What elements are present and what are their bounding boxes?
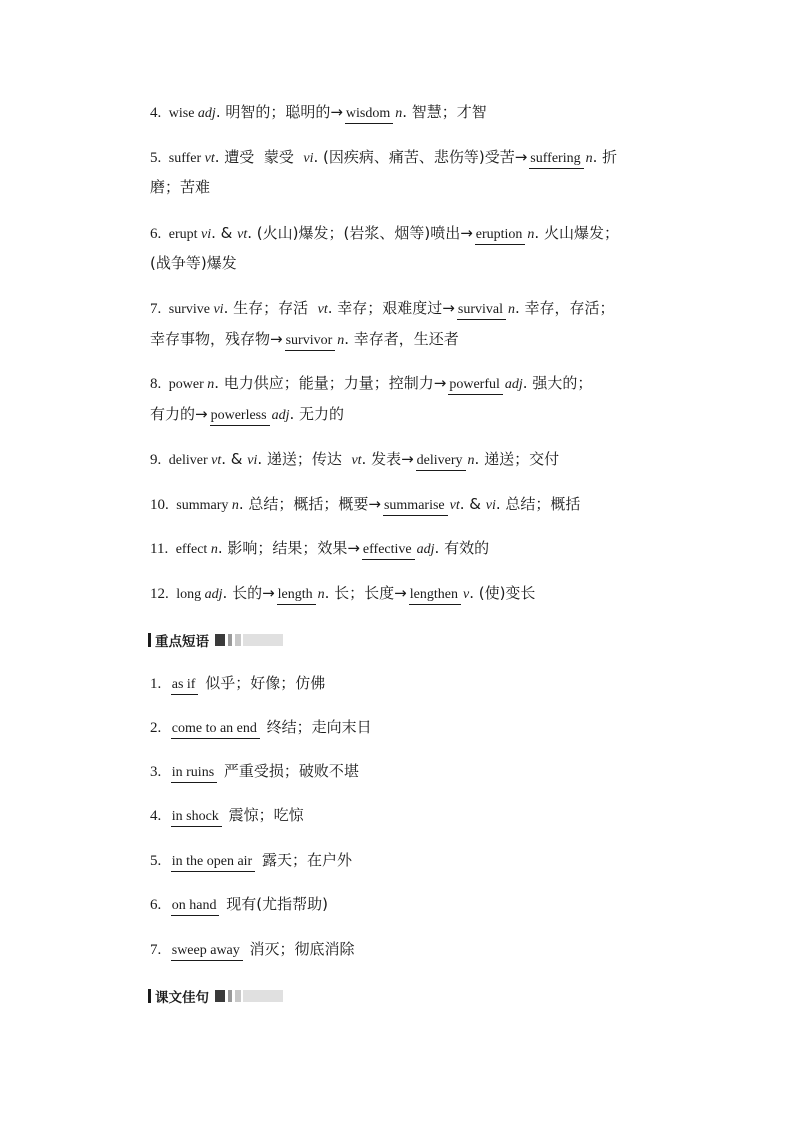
part-of-speech: vi	[485, 498, 496, 513]
heading-title: 课文佳句	[155, 990, 209, 1006]
item-text: long	[176, 587, 205, 602]
item-number: 5.	[150, 150, 169, 166]
part-of-speech: n	[231, 498, 239, 513]
part-of-speech: n	[585, 151, 593, 166]
item-number: 2.	[150, 720, 169, 736]
item-text: 终结；走向末日	[261, 718, 372, 736]
vocab-item-continued-line	[150, 399, 670, 431]
answer-blank: survival	[457, 302, 506, 320]
item-text: . 递送；交付	[474, 450, 560, 468]
part-of-speech: n	[317, 587, 325, 602]
vocab-item-line	[150, 578, 670, 610]
part-of-speech: n	[210, 542, 218, 557]
item-number: 12.	[150, 586, 177, 602]
item-text: . 强大的；	[522, 374, 593, 392]
item-text: 磨；苦难	[150, 178, 211, 196]
item-text: . 明智的；聪明的→	[215, 103, 343, 121]
phrase-item-line	[150, 800, 670, 831]
answer-blank: sweep away	[171, 943, 243, 961]
answer-blank: lengthen	[409, 587, 461, 605]
vocab-item-line	[150, 444, 670, 476]
section-heading-key-phrases	[148, 632, 283, 648]
item-text: . 长的→	[222, 584, 275, 602]
item-text: . 递送；传达	[257, 450, 352, 468]
vocab-item-continued-line	[150, 172, 670, 202]
item-text: 震惊；吃惊	[223, 806, 304, 824]
answer-blank: eruption	[475, 227, 526, 245]
item-number: 9.	[150, 452, 169, 468]
item-text: . 折	[592, 148, 618, 166]
part-of-speech: vt	[351, 453, 362, 468]
item-text: . &	[221, 450, 248, 468]
item-text: 有力的→	[150, 405, 208, 423]
part-of-speech: adj	[271, 408, 290, 423]
part-of-speech: vt	[211, 453, 222, 468]
answer-blank: powerless	[210, 408, 270, 426]
vocab-item-line	[150, 293, 670, 325]
vocab-item-line	[150, 489, 670, 521]
answer-blank: powerful	[448, 377, 503, 395]
phrase-item-line	[150, 756, 670, 787]
answer-blank: wisdom	[345, 106, 393, 124]
heading-stripe-decoration	[215, 990, 283, 1002]
part-of-speech: vi	[303, 151, 314, 166]
item-text: . 影响；结果；效果→	[217, 539, 360, 557]
part-of-speech: n	[207, 377, 215, 392]
part-of-speech: adj	[416, 542, 435, 557]
answer-blank: effective	[362, 542, 415, 560]
part-of-speech: n	[467, 453, 475, 468]
vocab-item-continued-line	[150, 324, 670, 356]
item-text: wise	[168, 106, 198, 121]
item-text: power	[168, 377, 208, 392]
item-text: . 有效的	[434, 539, 490, 557]
item-text: . (因疾病、痛苦、悲伤等)受苦→	[313, 148, 528, 166]
item-number: 10.	[150, 497, 177, 513]
part-of-speech: n	[337, 333, 345, 348]
item-number: 8.	[150, 376, 169, 392]
answer-blank: suffering	[529, 151, 583, 169]
item-text: . 电力供应；能量；力量；控制力→	[214, 374, 447, 392]
item-number: 4.	[150, 105, 169, 121]
part-of-speech: n	[527, 227, 535, 242]
part-of-speech: n	[395, 106, 403, 121]
part-of-speech: adj	[204, 587, 223, 602]
answer-blank: delivery	[416, 453, 466, 471]
answer-blank: length	[277, 587, 316, 605]
item-text: 现有(尤指帮助)	[221, 895, 328, 913]
part-of-speech: vi	[213, 302, 224, 317]
part-of-speech: adj	[197, 106, 216, 121]
phrase-item-line	[150, 712, 670, 743]
item-number: 4.	[150, 808, 169, 824]
answer-blank: in shock	[171, 809, 222, 827]
phrase-item-line	[150, 668, 670, 699]
item-text: . 生存；存活	[223, 299, 318, 317]
phrase-item-line	[150, 934, 670, 965]
item-text: survive	[168, 302, 214, 317]
part-of-speech: v	[462, 587, 470, 602]
item-text: . 遭受 蒙受	[214, 148, 304, 166]
item-text: . 发表→	[361, 450, 414, 468]
part-of-speech: adj	[504, 377, 523, 392]
item-text: . 火山爆发；	[534, 224, 619, 242]
item-text: 露天；在户外	[257, 851, 353, 869]
item-text: . (火山)爆发；(岩浆、烟等)喷出→	[247, 224, 473, 242]
item-text: . &	[211, 224, 238, 242]
item-number: 11.	[150, 541, 176, 557]
item-text: . 无力的	[289, 405, 345, 423]
vocab-item-line	[150, 533, 670, 565]
item-text: deliver	[168, 453, 212, 468]
heading-bar-icon	[148, 989, 151, 1003]
item-text: effect	[175, 542, 211, 557]
part-of-speech: n	[507, 302, 515, 317]
item-number: 6.	[150, 226, 169, 242]
vocab-item-line	[150, 142, 670, 174]
item-text: 严重受损；破败不堪	[219, 762, 359, 780]
answer-blank: survivor	[285, 333, 336, 351]
vocab-item-line	[150, 368, 670, 400]
item-number: 3.	[150, 764, 169, 780]
item-text: . 智慧；才智	[402, 103, 487, 121]
part-of-speech: vi	[201, 227, 212, 242]
item-text: erupt	[168, 227, 202, 242]
vocab-item-continued-line	[150, 248, 670, 278]
answer-blank: on hand	[171, 898, 220, 916]
item-text: . 幸存；艰难度过→	[327, 299, 455, 317]
item-text: 消灭；彻底消除	[244, 940, 355, 958]
vocab-item-line	[150, 218, 670, 250]
item-text: . 幸存，存活；	[514, 299, 615, 317]
part-of-speech: vt	[237, 227, 248, 242]
vocab-item-line	[150, 97, 670, 129]
answer-blank: as if	[171, 677, 199, 695]
item-text: . (使)变长	[469, 584, 536, 602]
heading-bar-icon	[148, 633, 151, 647]
item-text: . 幸存者，生还者	[344, 330, 459, 348]
item-text: . 总结；概括；概要→	[238, 495, 381, 513]
answer-blank: come to an end	[171, 721, 260, 739]
item-text: 似乎；好像；仿佛	[200, 674, 326, 692]
item-text: 幸存事物，残存物→	[150, 330, 283, 348]
item-text: . 长；长度→	[324, 584, 407, 602]
item-text: summary	[176, 498, 232, 513]
part-of-speech: vt	[317, 302, 328, 317]
answer-blank: summarise	[383, 498, 448, 516]
phrase-item-line	[150, 845, 670, 876]
part-of-speech: vt	[204, 151, 215, 166]
phrase-item-line	[150, 889, 670, 920]
item-number: 1.	[150, 676, 169, 692]
heading-stripe-decoration	[215, 634, 283, 646]
item-text: suffer	[168, 151, 205, 166]
item-text: (战争等)爆发	[150, 254, 237, 272]
answer-blank: in ruins	[171, 765, 217, 783]
answer-blank: in the open air	[171, 854, 255, 872]
part-of-speech: vt	[449, 498, 460, 513]
item-number: 6.	[150, 897, 169, 913]
item-number: 7.	[150, 942, 169, 958]
part-of-speech: vi	[247, 453, 258, 468]
item-text: . 总结；概括	[495, 495, 581, 513]
section-heading-text-sentences	[148, 988, 283, 1004]
item-number: 5.	[150, 853, 169, 869]
item-number: 7.	[150, 301, 169, 317]
heading-title: 重点短语	[155, 634, 209, 650]
item-text: . &	[459, 495, 486, 513]
